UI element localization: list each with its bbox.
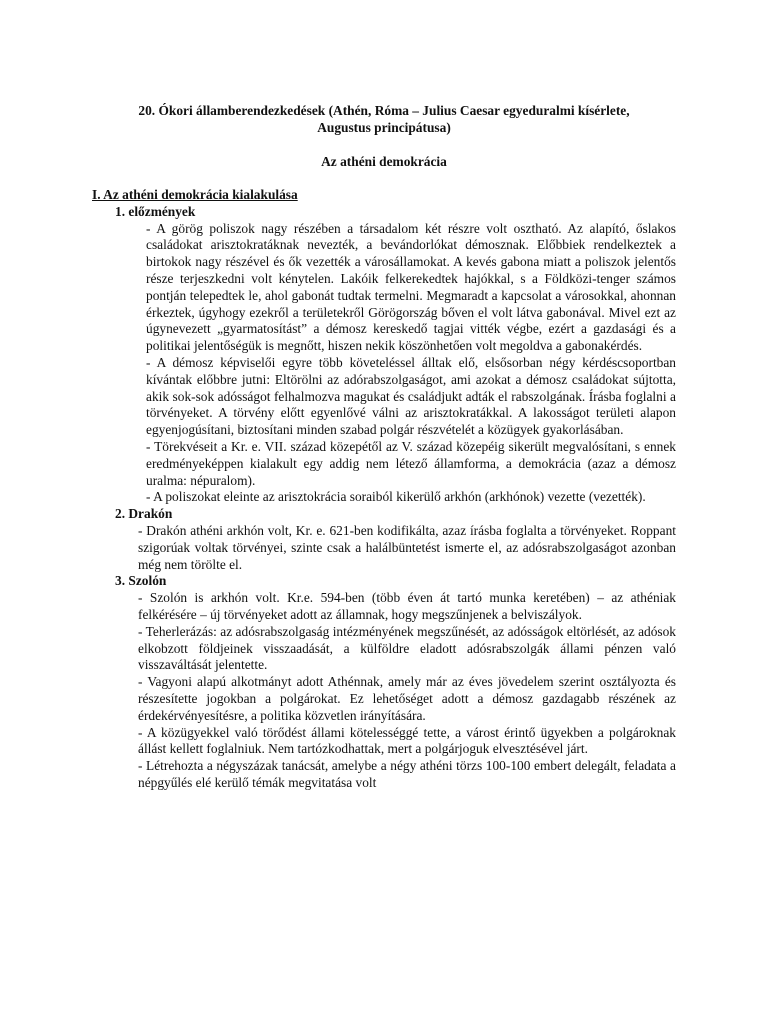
paragraph: - Drakón athéni arkhón volt, Kr. e. 621-ben kodifikálta, azaz írásba foglalta a törvényeket. Roppant szigorúak voltak törvényei, szinte csak a halálbüntetést ismerte el, az adósrabszolgaságot azonban még nem törölte el. [138,522,676,572]
title-line-2: Augustus principátusa) [317,119,451,135]
paragraph: - Szolón is arkhón volt. Kr.e. 594-ben (több éven át tartó munka keretében) – az athéniak felkérésére – új törvényeket adott az államnak, hogy megszűnjenek a belviszályok. [138,590,676,622]
paragraph: - A görög poliszok nagy részében a társadalom két részre volt osztható. Az alapító, őslakos családokat arisztokratáknak nevezték, a bevándorlókat démosznak. Előbbiek rendelkeztek a birtokok nagy részével és ők vezették a városállamokat. A kevés gabona miatt a poliszok jelentős része terjeszkedni volt kénytelen. Lakóik felkerekedtek hajókkal, s a Földközi-tenger számos pontján telepedtek le, ahol gabonát tudtak termelni. Megmaradt a kapcsolat a városokkal, ahonnan érkeztek, úgyhogy ezekről a területekről Görögország bőven el volt látva gabonával. Mivel ezt az úgynevezett „gyarmatosítást” a démosz kereskedő tagjai vitték végbe, ezért a gazdasági és a politikai jelentőségük is megnőtt, hiszen nekik köszönhetően volt megoldva a gabonakérdés. [146,220,676,354]
subsection-heading: 1. előzmények [115,203,196,219]
paragraph: - A közügyekkel való törődést állami kötelességgé tette, a várost érintő ügyekben a polgároknak állást kellett foglalniuk. Nem tartózkodhattak, mert a polgárjoguk elvesztésével járt. [138,724,676,757]
paragraph: - Törekvéseit a Kr. e. VII. század közepétől az V. század közepéig sikerült megvalósítani, s ennek eredményeképpen kialakult egy addig nem létező államforma, a demokrácia (azaz a démosz uralma: népuralom). [146,438,676,488]
document-title [90,103,678,137]
section-heading: I. Az athéni demokrácia kialakulása [92,187,298,202]
subsection-drakon [92,506,676,573]
document-body [92,187,676,792]
paragraph: - Teherlerázás: az adósrabszolgaság intézményének megszűnését, az adósságok eltörlését, az adósok elkobzott földjeinek visszaadását, a külföldre eladott adósrabszolgák állami pénzen való visszaváltását jelentette. [138,623,676,673]
paragraph: - Vagyoni alapú alkotmányt adott Athénnak, amely már az éves jövedelem szerint osztályozta és részesítette jogokban a polgárokat. Ez lehetőséget adott a démosz gazdagabb részének az érdekérvényesítésre, a politika közvetlen irányítására. [138,674,676,723]
paragraph: - Létrehozta a négyszázak tanácsát, amelybe a négy athéni törzs 100-100 embert delegált, feladata a népgyűlés elé kerülő témák megvitatása volt [138,758,676,790]
subsection-szolon [92,573,676,791]
subsection-heading: 2. Drakón [115,506,173,522]
title-line-1: 20. Ókori államberendezkedések (Athén, Róma – Julius Caesar egyeduralmi kísérlete, [138,103,630,118]
paragraph: - A poliszokat eleinte az arisztokrácia soraiból kikerülő arkhón (arkhónok) vezette (vezették). [146,489,646,505]
subsection-heading: 3. Szolón [115,573,167,589]
subsection-elozmenyek [92,204,676,506]
paragraph: - A démosz képviselői egyre több követeléssel álltak elő, elsősorban négy kérdéscsoportban kívántak előbbre jutni: Eltörölni az adórabszolgaságot, ami azokat a démosz családokat sújtotta, akik sok-sok adósságot felhalmozva magukat és családjukt adták el rabszolgának. Írásba foglalni a törvényeket. A törvény előtt egyenlővé válni az arisztokratákkal. A lakosságot területi alapon egyenjogúsítani, biztosítani minden szabad polgár részvételét a közügyek gyakorlásában. [146,354,676,438]
document-subtitle: Az athéni demokrácia [321,154,447,169]
